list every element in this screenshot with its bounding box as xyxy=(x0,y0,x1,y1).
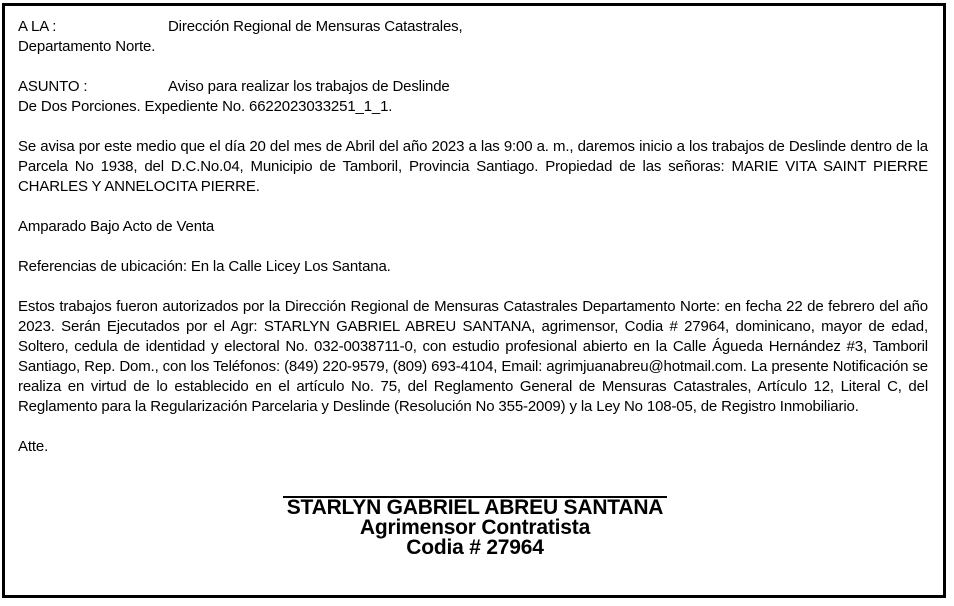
recipient-value: Dirección Regional de Mensuras Catastrales, xyxy=(168,18,463,35)
subject-line xyxy=(18,77,928,97)
recipient-value-cont: Departamento Norte. xyxy=(18,38,156,55)
subject-value-cont: De Dos Porciones. Expediente No. 6622023033251_1_1. xyxy=(18,98,393,115)
recipient-line xyxy=(18,17,928,37)
subject-value: Aviso para realizar los trabajos de Deslinde xyxy=(168,78,450,95)
notice-body xyxy=(18,17,928,457)
signature-title: Agrimensor Contratista xyxy=(359,516,591,539)
paragraph-notice: Se avisa por este medio que el día 20 del mes de Abril del año 2023 a las 9:00 a. m., daremos inicio a los trabajos de Deslinde dentro de la Parcela No 1938, del D.C.No.04, Municipio de Tamboril, Provincia Santiago. Propiedad de las señoras: MARIE VITA SAINT PIERRE CHARLES Y ANNELOCITA PIERRE. xyxy=(18,138,928,195)
paragraph-legal-basis: Amparado Bajo Acto de Venta xyxy=(18,218,215,235)
closing: Atte. xyxy=(18,438,49,455)
signature-name: STARLYN GABRIEL ABREU SANTANA xyxy=(283,496,668,517)
paragraph-authorization: Estos trabajos fueron autorizados por la Dirección Regional de Mensuras Catastrales Departamento Norte: en fecha 22 de febrero del año 2023. Serán Ejecutados por el Agr: STARLYN GABRIEL ABREU SANTANA, agrimensor, Codia # 27964, dominicano, mayor de edad, Soltero, cedula de identidad y electoral No. 032-0038711-0, con estudio profesional abierto en la Calle Águeda Hernández #3, Tamboril Santiago, Rep. Dom., con los Teléfonos: (849) 220-9579, (809) 693-4104, Email: agrimjuanabreu@hotmail.com. La presente Notificación se realiza en virtud de lo establecido en el artículo No. 75, del Reglamento General de Mensuras Catastrales, Artículo 12, Literal C, del Reglamento para la Regularización Parcelaria y Deslinde (Resolución No 355-2009) y la Ley No 108-05, de Registro Inmobiliario. xyxy=(18,298,928,415)
subject-label: ASUNTO : xyxy=(18,78,88,95)
signature-codia: Codia # 27964 xyxy=(406,536,544,559)
signature-block xyxy=(0,496,950,558)
paragraph-location: Referencias de ubicación: En la Calle Licey Los Santana. xyxy=(18,258,391,275)
recipient-label: A LA : xyxy=(18,18,57,35)
